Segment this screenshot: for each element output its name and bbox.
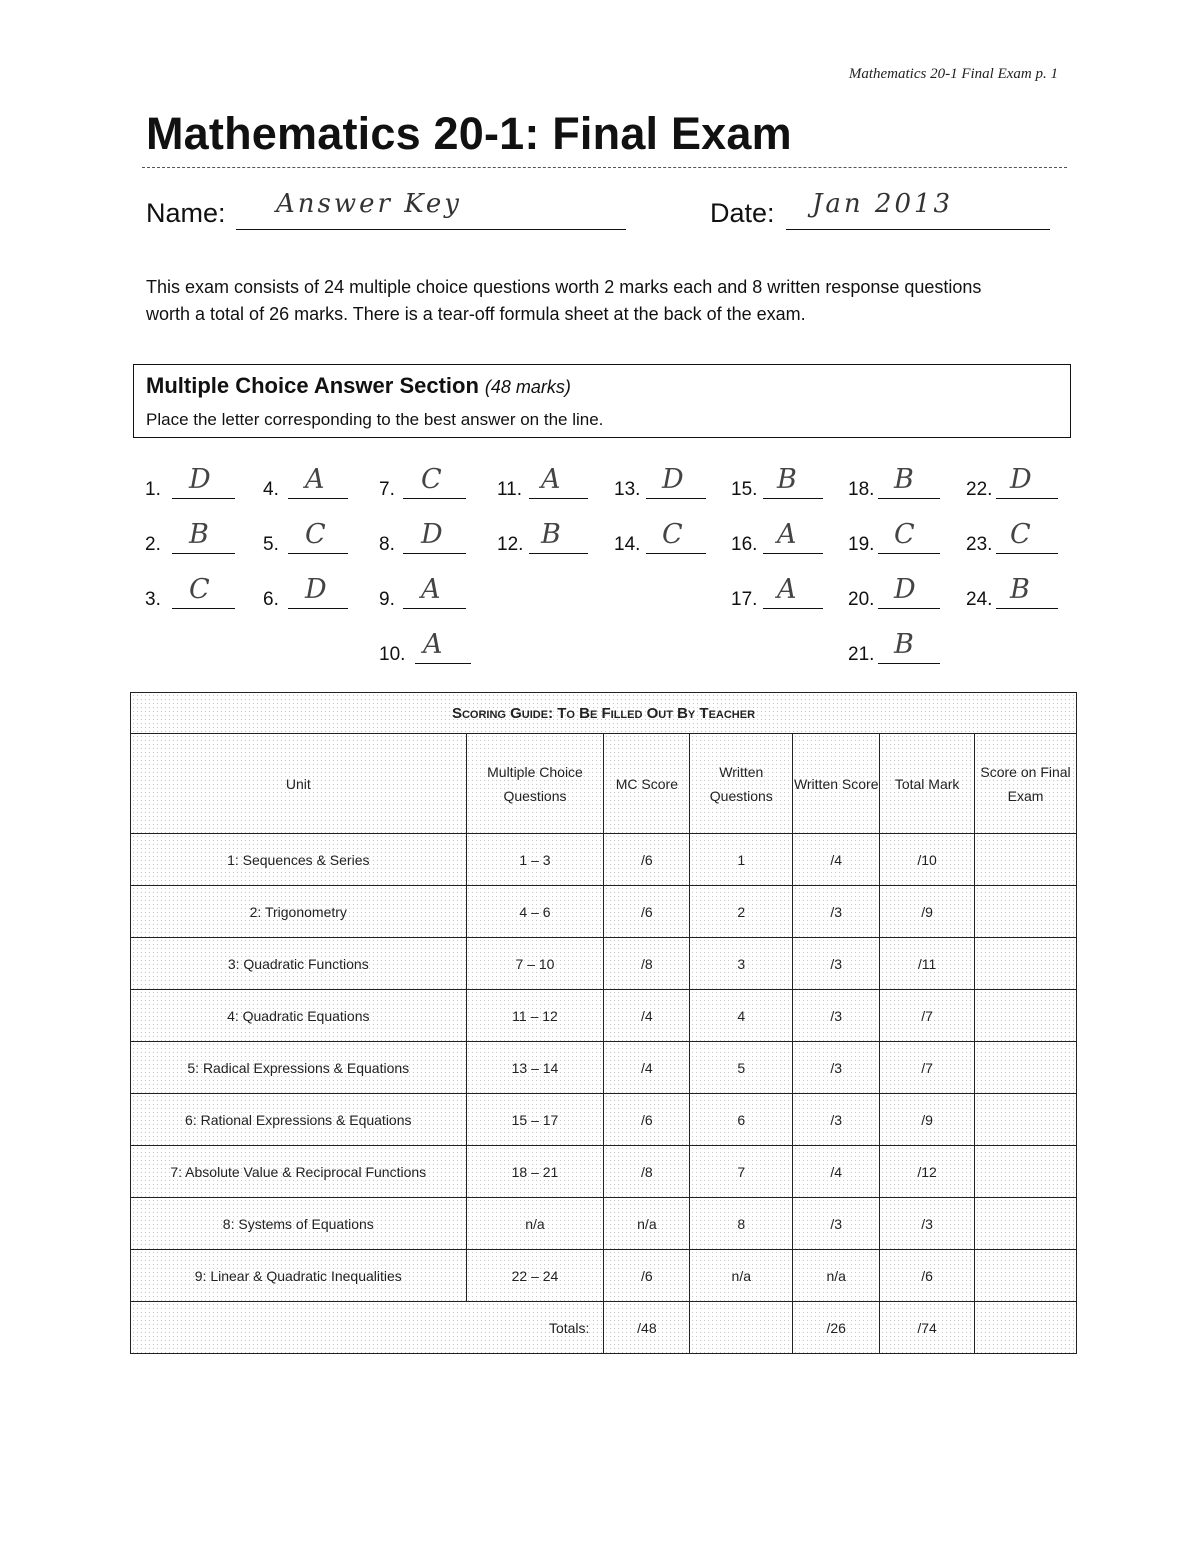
answer-item[interactable] <box>379 571 469 611</box>
final-score-cell[interactable] <box>975 1250 1077 1302</box>
mc-score-cell[interactable]: /4 <box>604 990 690 1042</box>
answer-item[interactable] <box>263 571 351 611</box>
unit-cell: 3: Quadratic Functions <box>131 938 467 990</box>
answer-letter: A <box>305 464 325 495</box>
answer-number: 15. <box>731 479 758 500</box>
answer-item[interactable] <box>263 516 351 556</box>
answer-item[interactable] <box>614 516 708 556</box>
answer-item[interactable] <box>379 516 469 556</box>
mc-score-cell[interactable]: /6 <box>604 886 690 938</box>
answer-letter: C <box>1010 519 1031 550</box>
written-score-cell[interactable]: /3 <box>793 1042 880 1094</box>
column-header: Score on Final Exam <box>975 734 1077 834</box>
answer-letter: D <box>894 574 916 605</box>
final-score-cell[interactable] <box>975 834 1077 886</box>
column-header: Written Score <box>793 734 880 834</box>
answer-letter: A <box>777 574 797 605</box>
name-handwritten-value: Answer Key <box>276 189 462 219</box>
column-header: Unit <box>131 734 467 834</box>
table-row <box>131 1094 1077 1146</box>
answer-letter: C <box>189 574 210 605</box>
column-header: Total Mark <box>880 734 975 834</box>
answer-item[interactable] <box>145 571 237 611</box>
written-score-cell[interactable]: /4 <box>793 1146 880 1198</box>
answer-letter: D <box>421 519 443 550</box>
totals-row <box>131 1302 1077 1354</box>
written-score-cell[interactable]: /3 <box>793 1094 880 1146</box>
answer-number: 9. <box>379 589 395 610</box>
written-score-cell[interactable]: n/a <box>793 1250 880 1302</box>
answer-number: 3. <box>145 589 161 610</box>
answer-number: 2. <box>145 534 161 555</box>
final-score-cell[interactable] <box>975 1042 1077 1094</box>
final-score-cell[interactable] <box>975 1146 1077 1198</box>
answer-number: 21. <box>848 644 875 665</box>
name-label: Name: <box>146 198 226 228</box>
answer-number: 11. <box>497 479 523 500</box>
answer-letter: A <box>541 464 561 495</box>
mc-questions-cell: 7 – 10 <box>466 938 604 990</box>
answer-number: 20. <box>848 589 875 610</box>
mc-score-cell[interactable]: /6 <box>604 1250 690 1302</box>
written-total-cell[interactable]: /26 <box>793 1302 880 1354</box>
answer-number: 10. <box>379 644 406 665</box>
mc-questions-cell: 1 – 3 <box>466 834 604 886</box>
final-score-cell[interactable] <box>975 886 1077 938</box>
answer-number: 19. <box>848 534 875 555</box>
name-field[interactable] <box>236 189 626 230</box>
answer-item[interactable] <box>379 461 469 501</box>
total-mark-cell[interactable]: /11 <box>880 938 975 990</box>
table-row <box>131 990 1077 1042</box>
answer-item[interactable] <box>966 461 1060 501</box>
answer-letter: D <box>305 574 327 605</box>
written-score-cell[interactable]: /3 <box>793 938 880 990</box>
answer-letter: B <box>541 519 561 550</box>
table-row <box>131 1146 1077 1198</box>
answer-number: 12. <box>497 534 524 555</box>
answer-number: 16. <box>731 534 758 555</box>
answer-item[interactable] <box>848 461 942 501</box>
mc-questions-cell: 15 – 17 <box>466 1094 604 1146</box>
answer-letter: C <box>662 519 683 550</box>
final-score-cell[interactable] <box>975 990 1077 1042</box>
table-row <box>131 938 1077 990</box>
mc-section-heading <box>146 373 571 399</box>
answer-number: 14. <box>614 534 641 555</box>
mc-score-cell[interactable]: /8 <box>604 1146 690 1198</box>
written-questions-cell: n/a <box>690 1250 793 1302</box>
total-mark-cell[interactable]: /9 <box>880 1094 975 1146</box>
answer-letter: D <box>662 464 684 495</box>
answer-number: 8. <box>379 534 395 555</box>
total-mark-cell[interactable]: /3 <box>880 1198 975 1250</box>
unit-cell: 2: Trigonometry <box>131 886 467 938</box>
mc-questions-cell: 11 – 12 <box>466 990 604 1042</box>
table-row <box>131 1042 1077 1094</box>
instructions-line-1: This exam consists of 24 multiple choice questions worth 2 marks each and 8 written response questions <box>146 277 982 297</box>
answer-item[interactable] <box>966 571 1060 611</box>
mc-questions-cell: 18 – 21 <box>466 1146 604 1198</box>
written-questions-cell: 1 <box>690 834 793 886</box>
written-questions-cell: 4 <box>690 990 793 1042</box>
answer-letter: D <box>1010 464 1032 495</box>
written-questions-cell: 8 <box>690 1198 793 1250</box>
table-row <box>131 1250 1077 1302</box>
date-label: Date: <box>710 198 775 228</box>
answer-letter: C <box>421 464 442 495</box>
written-score-cell[interactable]: /3 <box>793 1198 880 1250</box>
mc-questions-cell: 4 – 6 <box>466 886 604 938</box>
final-score-cell[interactable] <box>975 1198 1077 1250</box>
column-header: Multiple Choice Questions <box>466 734 604 834</box>
answer-item[interactable] <box>848 626 942 666</box>
total-mark-cell[interactable]: /10 <box>880 834 975 886</box>
answer-number: 13. <box>614 479 641 500</box>
answer-number: 4. <box>263 479 279 500</box>
page-title: Mathematics 20-1: Final Exam <box>146 108 792 159</box>
table-row <box>131 834 1077 886</box>
date-field[interactable] <box>786 189 1050 230</box>
answer-letter: A <box>421 574 441 605</box>
grand-total-cell[interactable]: /74 <box>880 1302 975 1354</box>
answer-letter: A <box>777 519 797 550</box>
title-divider <box>142 167 1067 168</box>
column-header: Written Questions <box>690 734 793 834</box>
answer-number: 17. <box>731 589 758 610</box>
total-mark-cell[interactable]: /6 <box>880 1250 975 1302</box>
answer-item[interactable] <box>966 516 1060 556</box>
answer-number: 6. <box>263 589 279 610</box>
written-questions-total-cell <box>690 1302 793 1354</box>
mc-section-marks: (48 marks) <box>484 377 571 397</box>
answer-item[interactable] <box>848 516 942 556</box>
mc-section-box <box>133 364 1071 438</box>
total-mark-cell[interactable]: /9 <box>880 886 975 938</box>
answer-number: 18. <box>848 479 875 500</box>
table-row <box>131 1198 1077 1250</box>
unit-cell: 8: Systems of Equations <box>131 1198 467 1250</box>
answer-item[interactable] <box>731 516 825 556</box>
answer-item[interactable] <box>497 461 591 501</box>
table-header-row <box>131 734 1077 834</box>
table-row <box>131 886 1077 938</box>
written-questions-cell: 5 <box>690 1042 793 1094</box>
mc-score-cell[interactable]: /6 <box>604 1094 690 1146</box>
answer-item[interactable] <box>848 571 942 611</box>
answer-number: 1. <box>145 479 161 500</box>
written-questions-cell: 7 <box>690 1146 793 1198</box>
written-score-cell[interactable]: /3 <box>793 886 880 938</box>
answer-number: 24. <box>966 589 993 610</box>
answer-number: 7. <box>379 479 395 500</box>
unit-cell: 6: Rational Expressions & Equations <box>131 1094 467 1146</box>
mc-section-instruction: Place the letter corresponding to the best answer on the line. <box>146 410 604 429</box>
answer-item[interactable] <box>379 626 473 666</box>
mc-score-cell[interactable]: n/a <box>604 1198 690 1250</box>
answer-number: 23. <box>966 534 993 555</box>
mc-questions-cell: 22 – 24 <box>466 1250 604 1302</box>
total-mark-cell[interactable]: /7 <box>880 990 975 1042</box>
totals-label: Totals: <box>131 1302 604 1354</box>
answer-letter: B <box>189 519 209 550</box>
total-mark-cell[interactable]: /7 <box>880 1042 975 1094</box>
written-questions-cell: 2 <box>690 886 793 938</box>
total-mark-cell[interactable]: /12 <box>880 1146 975 1198</box>
answer-item[interactable] <box>497 516 591 556</box>
answer-letter: B <box>894 629 914 660</box>
mc-total-cell[interactable]: /48 <box>604 1302 690 1354</box>
unit-cell: 5: Radical Expressions & Equations <box>131 1042 467 1094</box>
answer-item[interactable] <box>145 461 237 501</box>
answer-letter: C <box>894 519 915 550</box>
written-questions-cell: 6 <box>690 1094 793 1146</box>
answer-letter: A <box>423 629 443 660</box>
unit-cell: 9: Linear & Quadratic Inequalities <box>131 1250 467 1302</box>
scoring-guide-title: Scoring Guide: To Be Filled Out By Teacher <box>131 693 1077 734</box>
scoring-guide-table <box>130 692 1077 1354</box>
final-total-cell[interactable] <box>975 1302 1077 1354</box>
answer-item[interactable] <box>263 461 351 501</box>
unit-cell: 1: Sequences & Series <box>131 834 467 886</box>
mc-section-title: Multiple Choice Answer Section <box>146 373 479 398</box>
mc-score-cell[interactable]: /4 <box>604 1042 690 1094</box>
answer-number: 5. <box>263 534 279 555</box>
answer-item[interactable] <box>731 571 825 611</box>
exam-instructions <box>146 274 1076 328</box>
answer-item[interactable] <box>145 516 237 556</box>
column-header: MC Score <box>604 734 690 834</box>
answer-item[interactable] <box>614 461 708 501</box>
answer-letter: B <box>777 464 797 495</box>
instructions-line-2: worth a total of 26 marks. There is a tear-off formula sheet at the back of the exam. <box>146 304 806 324</box>
written-questions-cell: 3 <box>690 938 793 990</box>
final-score-cell[interactable] <box>975 938 1077 990</box>
unit-cell: 4: Quadratic Equations <box>131 990 467 1042</box>
unit-cell: 7: Absolute Value & Reciprocal Functions <box>131 1146 467 1198</box>
mc-score-cell[interactable]: /8 <box>604 938 690 990</box>
mc-score-cell[interactable]: /6 <box>604 834 690 886</box>
final-score-cell[interactable] <box>975 1094 1077 1146</box>
answer-letter: D <box>189 464 211 495</box>
mc-questions-cell: 13 – 14 <box>466 1042 604 1094</box>
date-handwritten-value: Jan 2013 <box>812 189 954 219</box>
answer-number: 22. <box>966 479 993 500</box>
answer-letter: B <box>894 464 914 495</box>
answer-letter: B <box>1010 574 1030 605</box>
answer-letter: C <box>305 519 326 550</box>
answer-item[interactable] <box>731 461 825 501</box>
running-header: Mathematics 20-1 Final Exam p. 1 <box>848 66 1058 82</box>
written-score-cell[interactable]: /3 <box>793 990 880 1042</box>
written-score-cell[interactable]: /4 <box>793 834 880 886</box>
mc-questions-cell: n/a <box>466 1198 604 1250</box>
